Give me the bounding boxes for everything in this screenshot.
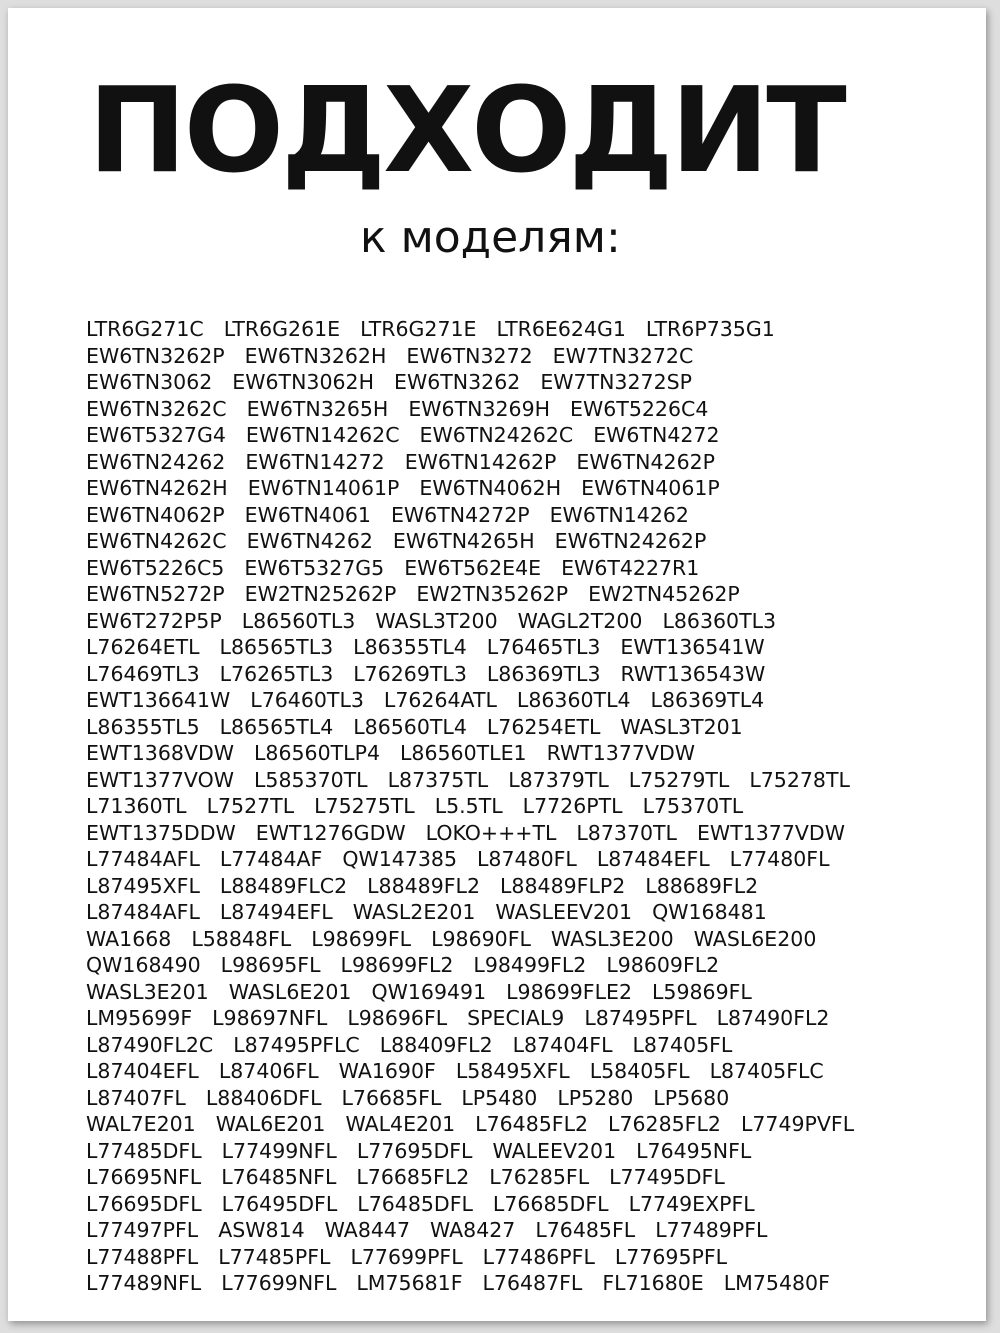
model-row <box>86 1138 966 1165</box>
model-code: WASL3T200 <box>375 608 498 633</box>
model-code: EW6T5327G4 <box>86 423 226 447</box>
model-code: WASL3E200 <box>550 926 674 951</box>
model-code: L98699FL2 <box>340 953 454 977</box>
model-row <box>86 1005 966 1032</box>
model-code: WA1690F <box>338 1059 436 1083</box>
model-code: L87404FL <box>512 1032 613 1057</box>
model-code: L87484EFL <box>596 847 710 871</box>
model-code: WAL4E201 <box>345 1112 456 1136</box>
model-code: L87405FLC <box>709 1059 824 1083</box>
model-code: L7527TL <box>206 794 295 818</box>
model-code: WA8427 <box>430 1218 516 1242</box>
model-code: L5.5TL <box>434 794 503 818</box>
model-code: L77699NFL <box>221 1271 337 1295</box>
model-code: L76264ATL <box>383 688 497 712</box>
model-code: LP5480 <box>461 1085 538 1110</box>
model-row <box>86 687 966 714</box>
model-code: WASL6E201 <box>228 979 352 1004</box>
model-code: EW6TN4272P <box>390 502 530 527</box>
model-code: EW6TN4262C <box>86 529 227 553</box>
model-code: L76485FL <box>535 1218 636 1242</box>
model-code: L77489PFL <box>655 1218 768 1242</box>
model-code: EW6TN4262P <box>576 449 716 474</box>
model-code: L76460TL3 <box>250 688 364 712</box>
model-code: EW6TN3062 <box>86 370 213 394</box>
model-code: EWT1368VDW <box>86 741 234 765</box>
model-code: EW7TN3272C <box>552 343 694 368</box>
model-code: L98609FL2 <box>606 953 720 977</box>
model-code: EWT136641W <box>86 688 231 712</box>
model-code: L7726PTL <box>522 794 623 818</box>
model-code: L76695DFL <box>86 1191 202 1216</box>
model-code: WALEEV201 <box>492 1138 617 1163</box>
model-code: L77499NFL <box>221 1138 337 1163</box>
model-code: L76485NFL <box>221 1165 337 1189</box>
model-code: L76495NFL <box>636 1138 752 1163</box>
model-code: EW6T5327G5 <box>244 555 385 580</box>
model-code: L87484AFL <box>86 900 200 924</box>
model-code: QW168490 <box>86 953 201 977</box>
model-code: L98695FL <box>220 953 321 977</box>
model-code: EWT1375DDW <box>86 820 236 845</box>
model-code: L75278TL <box>749 767 850 792</box>
page-title: ПОДХОДИТ <box>88 61 844 199</box>
model-row <box>86 1217 966 1244</box>
model-code: EW6T562E4E <box>404 555 542 580</box>
model-code: L76695NFL <box>86 1165 202 1189</box>
model-code: EW6TN4062P <box>86 502 225 527</box>
compatibility-sheet <box>8 8 986 1321</box>
model-code: L98696FL <box>347 1006 448 1030</box>
model-row <box>86 1111 966 1138</box>
model-code: L58405FL <box>589 1059 690 1083</box>
model-code: EW2TN45262P <box>588 582 740 606</box>
model-row <box>86 449 966 476</box>
model-code: L76285FL <box>489 1165 590 1189</box>
model-code: L87490FL2C <box>86 1032 214 1057</box>
model-code: EW6TN14262 <box>549 502 689 527</box>
model-code: L76685DFL <box>492 1191 609 1216</box>
model-row <box>86 1244 966 1271</box>
model-code: L76469TL3 <box>86 661 200 686</box>
model-code: L86360TL4 <box>516 688 631 712</box>
model-code: L98699FLE2 <box>506 979 632 1004</box>
model-code: LM75681F <box>356 1271 463 1295</box>
model-code: WAL7E201 <box>86 1112 196 1136</box>
model-code: EW6TN3262P <box>86 343 225 368</box>
model-code: L86560TL4 <box>353 714 467 739</box>
model-row <box>86 1032 966 1059</box>
model-code: L76269TL3 <box>353 661 467 686</box>
model-code: L76685FL <box>341 1085 442 1110</box>
model-row <box>86 820 966 847</box>
model-code: EW6T4227R1 <box>561 555 700 580</box>
model-code: EW6TN3262C <box>86 396 227 421</box>
model-code: L77495DFL <box>609 1165 725 1189</box>
model-code: EW6TN14262P <box>404 449 557 474</box>
model-row <box>86 475 966 502</box>
model-code: LTR6G271E <box>360 317 477 341</box>
model-code: L585370TL <box>253 767 368 792</box>
model-code: EWT1377VOW <box>86 767 234 792</box>
model-code: EW2TN25262P <box>244 582 397 606</box>
model-code: L75370TL <box>642 794 744 818</box>
model-row <box>86 899 966 926</box>
model-row <box>86 369 966 396</box>
model-row <box>86 1164 966 1191</box>
model-code: L86360TL3 <box>662 608 777 633</box>
model-code: L87407FL <box>86 1085 186 1110</box>
model-code: L58848FL <box>191 926 292 951</box>
model-code: EW6TN4265H <box>392 529 535 553</box>
model-code: EW2TN35262P <box>416 582 569 606</box>
model-code: L98699FL <box>311 926 412 951</box>
model-code: L77484AF <box>219 847 323 871</box>
model-code: L88689FL2 <box>645 873 759 898</box>
model-code: WA8447 <box>324 1218 410 1242</box>
model-code: L87375TL <box>387 767 489 792</box>
model-code: L86560TLE1 <box>399 741 527 765</box>
model-row <box>86 740 966 767</box>
model-code: L88409FL2 <box>379 1032 493 1057</box>
model-code: L7749EXPFL <box>628 1191 755 1216</box>
model-code: L77480FL <box>729 847 830 871</box>
model-code: SPECIAL9 <box>467 1006 565 1030</box>
model-code: L87495XFL <box>86 873 200 898</box>
model-code: WASL2E201 <box>352 900 476 924</box>
model-code: L77699PFL <box>350 1244 463 1269</box>
model-code: L98499FL2 <box>473 953 587 977</box>
model-row <box>86 1191 966 1218</box>
model-code: L7749PVFL <box>740 1112 855 1136</box>
model-code: L76485DFL <box>357 1191 473 1216</box>
model-code: EWT1276GDW <box>255 820 406 845</box>
model-row <box>86 555 966 582</box>
model-code: WASL6E200 <box>693 926 817 951</box>
model-code: L75275TL <box>314 794 415 818</box>
model-code: LTR6P735G1 <box>645 317 775 341</box>
model-code: L58495XFL <box>455 1059 570 1083</box>
model-code: EW6TN3269H <box>408 396 551 421</box>
model-code: EW6TN24262P <box>554 529 707 553</box>
model-code: L86565TL3 <box>219 635 334 659</box>
model-code: L77497PFL <box>86 1218 199 1242</box>
model-code: L87495PFLC <box>233 1032 360 1057</box>
model-code: EW7TN3272SP <box>540 370 692 394</box>
model-code: L76685FL2 <box>356 1165 470 1189</box>
model-code: ASW814 <box>218 1218 305 1242</box>
model-code: L86560TLP4 <box>254 741 380 765</box>
model-row <box>86 343 966 370</box>
model-code: EW6TN4061 <box>244 502 371 527</box>
model-code: L86560TL3 <box>241 608 356 633</box>
model-code: EW6TN4262H <box>86 476 228 500</box>
model-code: L86355TL4 <box>353 635 467 659</box>
model-row <box>86 714 966 741</box>
model-code: L76487FL <box>482 1271 583 1295</box>
model-code: LTR6G261E <box>223 317 341 341</box>
model-code: EWT1377VDW <box>696 820 845 845</box>
model-code: EW6T5226C5 <box>86 555 225 580</box>
model-code: EW6TN14061P <box>247 476 400 500</box>
model-code: EW6TN24262 <box>86 449 226 474</box>
model-code: L88406DFL <box>205 1085 322 1110</box>
model-code: L77486PFL <box>482 1244 595 1269</box>
model-code: RWT136543W <box>620 661 766 686</box>
model-code: L76264ETL <box>86 635 200 659</box>
model-code: EW6TN3272 <box>406 343 533 368</box>
model-code: L86565TL4 <box>219 714 334 739</box>
model-row <box>86 1270 966 1297</box>
model-row <box>86 846 966 873</box>
model-code: L77485DFL <box>86 1138 202 1163</box>
model-code: L87379TL <box>508 767 609 792</box>
model-code: L71360TL <box>86 794 187 818</box>
model-row <box>86 608 966 635</box>
model-code: L87495PFL <box>584 1006 697 1030</box>
model-code: L87370TL <box>576 820 677 845</box>
model-code: L88489FLC2 <box>219 873 348 898</box>
model-code: L59869FL <box>651 979 752 1004</box>
model-code: L86369TL3 <box>486 661 601 686</box>
model-code: EW6T272P5P <box>86 608 222 633</box>
model-code: L87404EFL <box>86 1059 199 1083</box>
model-code: LOKO+++TL <box>425 820 557 845</box>
model-row <box>86 793 966 820</box>
model-row <box>86 316 966 343</box>
model-code: EWT136541W <box>620 635 765 659</box>
model-code: L86369TL4 <box>650 688 765 712</box>
model-code: EW6TN14272 <box>245 449 385 474</box>
model-code: L87494EFL <box>219 900 333 924</box>
model-row <box>86 873 966 900</box>
model-code: EW6TN3062H <box>232 370 375 394</box>
model-code: FL71680E <box>602 1271 704 1295</box>
model-row <box>86 1058 966 1085</box>
model-row <box>86 661 966 688</box>
model-code: EW6TN5272P <box>86 582 225 606</box>
model-code: L98690FL <box>431 926 531 951</box>
model-code: L87490FL2 <box>716 1006 830 1030</box>
model-code: WAGL2T200 <box>517 608 643 633</box>
model-list <box>86 316 966 1297</box>
model-code: L87406FL <box>218 1059 319 1083</box>
model-code: WASL3E201 <box>86 979 209 1004</box>
model-code: L77488PFL <box>86 1244 199 1269</box>
model-code: EW6TN24262C <box>419 423 574 447</box>
model-row <box>86 979 966 1006</box>
model-code: EW6TN3262H <box>244 343 387 368</box>
model-code: WAL6E201 <box>215 1112 326 1136</box>
model-code: L77695PFL <box>614 1244 728 1269</box>
model-code: L75279TL <box>628 767 730 792</box>
model-row <box>86 767 966 794</box>
model-row <box>86 422 966 449</box>
model-code: RWT1377VDW <box>546 741 696 765</box>
model-code: EW6TN3262 <box>394 370 521 394</box>
model-code: L76485FL2 <box>475 1112 589 1136</box>
model-code: EW6T5226C4 <box>570 396 709 421</box>
model-code: L86355TL5 <box>86 714 200 739</box>
model-row <box>86 634 966 661</box>
model-code: L98697NFL <box>212 1006 328 1030</box>
model-code: L77484AFL <box>86 847 200 871</box>
model-code: WASLEEV201 <box>495 900 633 924</box>
model-code: EW6TN4262 <box>246 529 373 553</box>
model-code: L88489FLP2 <box>500 873 626 898</box>
model-code: L76465TL3 <box>486 635 601 659</box>
model-row <box>86 952 966 979</box>
model-code: QW169491 <box>371 979 487 1004</box>
model-code: EW6TN3265H <box>246 396 389 421</box>
model-code: EW6TN4061P <box>581 476 720 500</box>
model-row <box>86 396 966 423</box>
model-row <box>86 502 966 529</box>
model-code: QW168481 <box>652 900 767 924</box>
model-code: L77485PFL <box>218 1244 331 1269</box>
model-row <box>86 926 966 953</box>
model-code: EW6TN4062H <box>419 476 562 500</box>
model-code: LP5280 <box>557 1085 634 1110</box>
model-code: L77489NFL <box>86 1271 202 1295</box>
model-code: WASL3T201 <box>620 714 743 739</box>
model-row <box>86 528 966 555</box>
model-code: WA1668 <box>86 926 172 951</box>
model-code: L76254ETL <box>486 714 601 739</box>
model-code: LTR6G271C <box>86 317 204 341</box>
model-code: LM95699F <box>86 1006 193 1030</box>
model-code: L88489FL2 <box>367 873 481 898</box>
model-code: QW147385 <box>342 847 457 871</box>
model-code: LP5680 <box>653 1085 730 1110</box>
model-code: L77695DFL <box>356 1138 473 1163</box>
model-row <box>86 1085 966 1112</box>
page-subtitle: к моделям: <box>360 212 621 263</box>
model-code: EW6TN14262C <box>245 423 400 447</box>
model-code: L76285FL2 <box>608 1112 721 1136</box>
model-code: LM75480F <box>723 1271 830 1295</box>
model-code: L76265TL3 <box>219 661 334 686</box>
model-code: L87405FL <box>632 1032 733 1057</box>
model-code: LTR6E624G1 <box>496 317 626 341</box>
model-code: L87480FL <box>477 847 577 871</box>
model-code: EW6TN4272 <box>593 423 720 447</box>
model-row <box>86 581 966 608</box>
model-code: L76495DFL <box>221 1191 338 1216</box>
